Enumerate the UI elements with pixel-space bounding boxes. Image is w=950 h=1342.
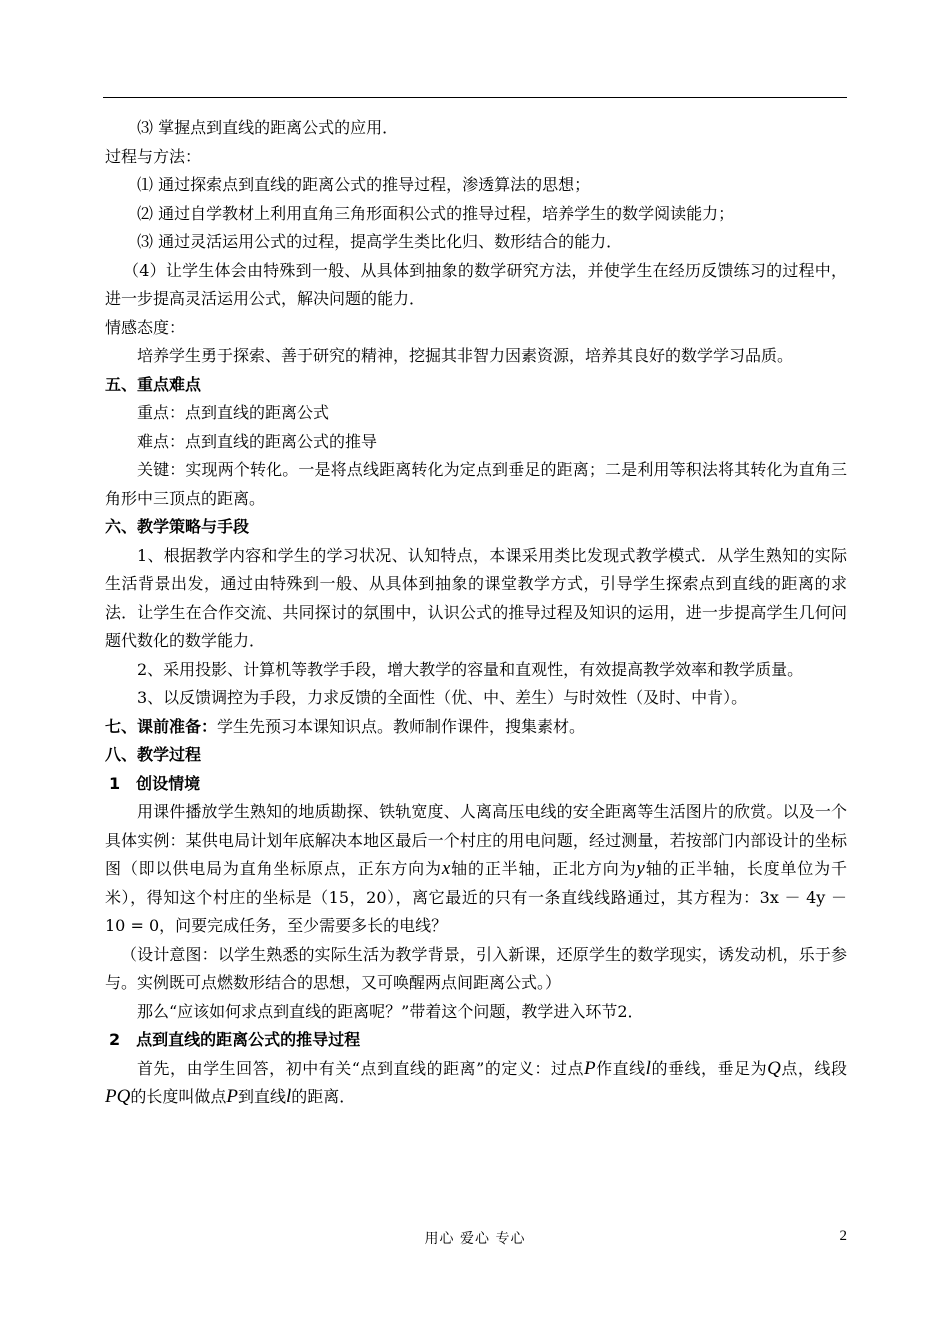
strategy-1: 1、根据教学内容和学生的学习状况、认知特点，本课采用类比发现式教学模式．从学生熟知的实际生活背景出发，通过由特殊到一般、从具体到抽象的课堂教学方式，引导学生探索点到直线的距离的求法．让学生在合作交流、共同探讨的氛围中，认识公式的推导过程及知识的运用，进一步提高学生几何问题代数化的数学能力． bbox=[105, 545, 847, 650]
section-6-heading: 六、教学策略与手段 bbox=[105, 517, 250, 536]
var-p-2: P bbox=[226, 1086, 238, 1107]
transition-text: 那么“应该如何求点到直线的距离呢？”带着这个问题，教学进入环节2． bbox=[137, 1001, 644, 1021]
var-q: Q bbox=[767, 1057, 781, 1079]
definition-paragraph bbox=[105, 1055, 847, 1112]
def-text-f: 到直线 bbox=[237, 1087, 286, 1106]
var-x: x bbox=[441, 858, 451, 879]
design-intent: （设计意图：以学生熟悉的实际生活为教学背景，引入新课，还原学生的数学现实，诱发动机，乐于参与。实例既可点燃数形结合的思想，又可唤醒两点间距离公式。） bbox=[105, 944, 847, 992]
attitude-text: 培养学生勇于探索、善于研究的精神，挖掘其非智力因素资源，培养其良好的数学学习品质。 bbox=[137, 346, 794, 365]
section-7 bbox=[105, 713, 847, 742]
page-footer: 用心 爱心 专心 bbox=[424, 1231, 526, 1247]
difficult-point: 难点：点到直线的距离公式的推导 bbox=[137, 431, 378, 451]
subsection-2-heading: 2 点到直线的距离公式的推导过程 bbox=[109, 1030, 361, 1049]
section-5-heading: 五、重点难点 bbox=[105, 374, 202, 394]
def-text-b: 作直线 bbox=[595, 1058, 646, 1078]
objective-3: ⑶ 掌握点到直线的距离公式的应用． bbox=[137, 118, 399, 137]
var-y: y bbox=[636, 858, 645, 879]
def-text-g: 的距离． bbox=[291, 1087, 356, 1106]
page-number: 2 bbox=[839, 1228, 847, 1244]
line-equation: 3x － 4y － 10 = 0 bbox=[105, 887, 847, 935]
key-text: 关键：实现两个转化。一是将点线距离转化为定点到垂足的距离；二是利用等积法将其转化为直角三角形中三顶点的距离。 bbox=[105, 460, 847, 508]
section-7-text: 学生先预习本课知识点。教师制作课件，搜集素材。 bbox=[217, 716, 586, 736]
var-l-2: l bbox=[285, 1086, 292, 1107]
process-item-1: ⑴ 通过探索点到直线的距离公式的推导过程，渗透算法的思想； bbox=[137, 175, 591, 194]
section-7-heading: 七、课前准备： bbox=[105, 716, 218, 736]
def-text-c: 的垂线，垂足为 bbox=[650, 1058, 768, 1078]
scenario-text-c: 轴的正半轴，长度单位为千米），得知这个村庄的坐标是（15，20），离它最近的只有一条直线线路通过，其方程为： bbox=[105, 859, 847, 907]
process-item-4: （4）让学生体会由特殊到一般、从具体到抽象的数学研究方法，并使学生在经历反馈练习的过程中，进一步提高灵活运用公式，解决问题的能力． bbox=[105, 260, 847, 308]
scenario-text-a: 用课件播放学生熟知的地质勘探、铁轨宽度、人离高压电线的安全距离等生活图片的欣赏。以及一个具体实例：某供电局计划年底解决本地区最后一个村庄的用电问题，经过测量，若按部门内部设计的坐标图（即以供电局为直角坐标原点，正东方向为 bbox=[105, 802, 847, 878]
document-body bbox=[105, 114, 847, 1112]
def-text-d: 点，线段 bbox=[780, 1058, 847, 1078]
var-l: l bbox=[645, 1057, 651, 1079]
strategy-3: 3、以反馈调控为手段，力求反馈的全面性（优、中、差生）与时效性（及时、中肯）。 bbox=[137, 688, 748, 707]
var-pq: PQ bbox=[105, 1086, 131, 1107]
strategy-2: 2、采用投影、计算机等教学手段，增大教学的容量和直观性，有效提高教学效率和教学质量。 bbox=[137, 659, 804, 679]
subsection-1-heading: 1 创设情境 bbox=[109, 773, 201, 793]
process-item-3: ⑶ 通过灵活运用公式的过程，提高学生类比化归、数形结合的能力． bbox=[137, 232, 623, 251]
var-p: P bbox=[583, 1057, 596, 1079]
def-text-a: 首先，由学生回答，初中有关“点到直线的距离”的定义：过点 bbox=[137, 1058, 584, 1078]
key-point: 重点：点到直线的距离公式 bbox=[137, 403, 330, 422]
scenario-text-b: 轴的正半轴，正北方向为 bbox=[450, 859, 637, 878]
process-item-2: ⑵ 通过自学教材上利用直角三角形面积公式的推导过程，培养学生的数学阅读能力； bbox=[137, 203, 735, 223]
scenario-paragraph bbox=[105, 798, 847, 941]
def-text-e: 的长度叫做点 bbox=[130, 1087, 227, 1106]
heading-process-method: 过程与方法： bbox=[105, 146, 202, 166]
heading-attitude: 情感态度： bbox=[105, 317, 186, 337]
header-rule bbox=[103, 97, 847, 98]
scenario-text-d: ，问要完成任务，至少需要多长的电线？ bbox=[159, 916, 448, 935]
section-8-heading: 八、教学过程 bbox=[105, 745, 202, 764]
